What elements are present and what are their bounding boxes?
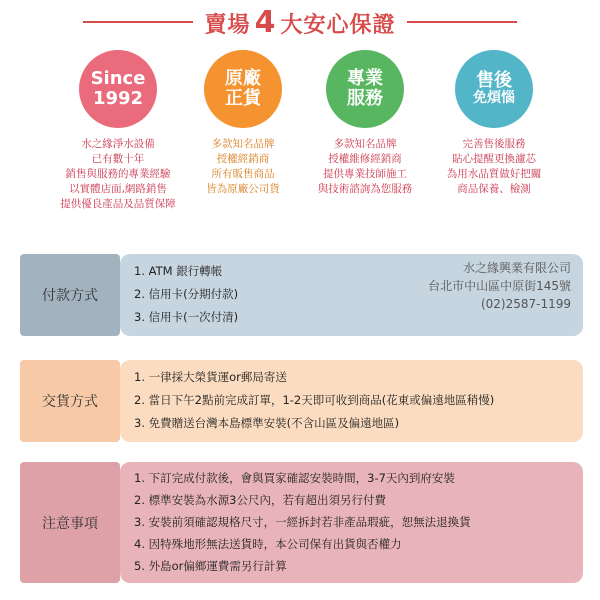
badge-line2: 正貨	[225, 88, 261, 109]
title-number: 4	[254, 4, 277, 40]
list-item: 2. 當日下午2點前完成訂單，1-2天即可收到商品(花東或偏遠地區稍慢)	[134, 393, 495, 407]
description-line: 貼心提醒更換濾芯	[452, 153, 536, 165]
list-item: 1. ATM 銀行轉帳	[134, 264, 223, 278]
badge-description-after-sales	[409, 137, 579, 197]
delivery-label: 交貨方式	[20, 360, 120, 442]
badge-line1: 售後	[476, 70, 512, 92]
badge-since-1992	[79, 50, 157, 128]
list-item: 3. 信用卡(一次付清)	[134, 310, 239, 324]
description-line: 所有販售商品	[211, 168, 275, 180]
description-line: 授權經銷商	[216, 153, 270, 165]
description-line: 完善售後服務	[462, 138, 526, 150]
list-item: 5. 外島or偏鄉運費需另行計算	[134, 559, 287, 573]
notes-list	[134, 467, 471, 577]
notes-label: 注意事項	[20, 462, 120, 583]
title-suffix: 大安心保證	[280, 12, 396, 38]
badge-line2: 免煩惱	[473, 90, 515, 107]
badge-line2: 服務	[347, 88, 383, 109]
list-item: 1. 一律採大榮貨運or郵局寄送	[134, 370, 287, 384]
description-line: 授權維修經銷商	[328, 153, 402, 165]
payment-content	[120, 254, 583, 336]
page-title	[205, 5, 396, 40]
list-item: 2. 標準安裝為水源3公尺內，若有超出須另行付費	[134, 493, 386, 507]
delivery-list	[134, 366, 494, 435]
header	[0, 4, 600, 40]
badge-line1: 專業	[347, 68, 383, 90]
description-line: 以實體店面,網路銷售	[69, 183, 167, 195]
description-line: 銷售與服務的專業經驗	[65, 168, 171, 180]
notes-content	[120, 462, 583, 583]
description-line: 多款知名品牌	[211, 138, 275, 150]
description-line: 多款知名品牌	[333, 138, 397, 150]
badge-after-sales	[455, 50, 533, 128]
badge-line1: Since	[90, 68, 146, 90]
description-line: 提供專業技師施工	[323, 168, 407, 180]
payment-list	[134, 260, 238, 329]
list-item: 3. 安裝前須確認規格尺寸，一經拆封若非產品瑕疵，恕無法退換貨	[134, 515, 471, 529]
badge-line2: 1992	[92, 88, 144, 109]
list-item: 3. 免費贈送台灣本島標準安裝(不含山區及偏遠地區)	[134, 416, 400, 430]
title-right-line	[407, 21, 517, 23]
description-line: 水之緣淨水設備	[81, 138, 155, 150]
badge-professional	[326, 50, 404, 128]
list-item: 4. 因特殊地形無法送貨時，本公司保有出貨與否權力	[134, 537, 402, 551]
title-left-line	[83, 21, 193, 23]
description-line: 已有數十年	[91, 153, 145, 165]
company-phone: (02)2587-1199	[480, 297, 571, 311]
list-item: 1. 下訂完成付款後，會與買家確認安裝時間，3-7天內到府安裝	[134, 471, 455, 485]
badge-line1: 原廠	[225, 68, 261, 90]
company-address: 台北市中山區中原街145號	[428, 279, 571, 293]
delivery-content	[120, 360, 583, 442]
company-info	[428, 259, 571, 313]
list-item: 2. 信用卡(分期付款)	[134, 287, 239, 301]
description-line: 皆為原廠公司貨	[206, 183, 280, 195]
company-name: 水之緣興業有限公司	[462, 261, 571, 275]
title-prefix: 賣場	[204, 12, 251, 38]
description-line: 商品保養、檢測	[457, 183, 531, 195]
badge-genuine	[204, 50, 282, 128]
payment-label: 付款方式	[20, 254, 120, 336]
description-line: 提供優良產品及品質保障	[60, 198, 176, 210]
description-line: 為用水品質做好把關	[446, 168, 542, 180]
description-line: 與技術諮詢為您服務	[317, 183, 413, 195]
